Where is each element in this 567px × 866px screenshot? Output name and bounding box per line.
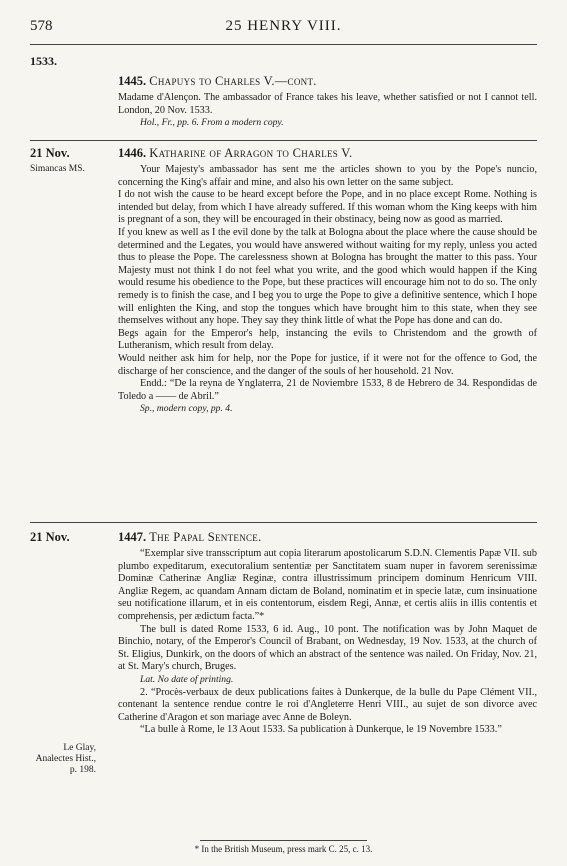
entry-1445-number: 1445. <box>118 74 147 88</box>
entry-1446-source: Sp., modern copy, pp. 4. <box>140 403 233 415</box>
entry-1447-sidenote: Le Glay, Analectes Hist., p. 198. <box>35 743 96 775</box>
header-rule <box>30 44 537 45</box>
entry-separator <box>30 522 537 523</box>
year-marker: 1533. <box>30 54 57 68</box>
entry-1446-paragraph: I do not wish the cause to be heard except before the Pope, and in no place except Rome. Nothing is intended but delay, from which I have already suffered. If this woman whom the King keeps with him is pregnant of a son, they will be encouraged in their obstinacy, being now as good as married. <box>118 189 537 226</box>
entry-1445-text: Madame d'Alençon. The ambassador of France takes his leave, whether satisfied or not I cannot tell. London, 20 Nov. 1533. <box>118 92 537 116</box>
entry-1445-body <box>118 92 537 130</box>
entry-1447-body <box>118 548 537 737</box>
entry-1447-latin: “Exemplar sive transscriptum aut copia literarum apostolicarum S.D.N. Clementis Papæ VII. sub plumbo expeditarum, executoralium sententiæ per Sanctitatem suam nuper in favorem serenissimæ Dominæ Catherinæ Angliæ Reginæ, contra illustrissimum principem dominum Henricum VIII. Angliæ Regem, ac quandam Annam dictam de Boland, nominatim et in specie latæ, cum insinuatione seu notificatione illarum, et in eis contentorum, eisdem Regi, Annæ, et certis aliis in illis contentis et comprehensis, per ædictum facta.”* <box>118 548 537 622</box>
entry-1446-date: 21 Nov. <box>30 146 70 160</box>
entry-1446-paragraph: Would neither ask him for help, nor the Pope for justice, if it were not for the offence to God, the discharge of her conscience, and the danger of the souls of her household. 21 Nov. <box>118 352 537 377</box>
header-title: 25 HENRY VIII. <box>225 18 342 34</box>
running-header <box>30 18 537 38</box>
entry-1446-paragraph: Your Majesty's ambassador has sent me the articles shown to you by the Pope's nuncio, concerning the King's affair and mine, and also his own letter on the same subject. <box>118 164 537 188</box>
entry-1447-item-2-dates: “La bulle à Rome, le 13 Aout 1533. Sa publication à Dunkerque, le 19 Novembre 1533.” <box>140 724 502 736</box>
entry-1447-item-2: 2. “Procès-verbaux de deux publications faites à Dunkerque, de la bulle du Pape Clément VII., contenant la sentence rendue contre le roi d'Angleterre Henri VIII., au sujet de son divorce avec Catherine d'Aragon et son mariage avec Anne de Boleyn. <box>118 686 537 723</box>
entry-1446-paragraph: If you knew as well as I the evil done by the talk at Bologna about the place where the cause should be determined and the Legates, you would have answered without waiting for my reply, unless you acted thus to please the Pope. The carelessness shown at Bologna has brought the matter to this pass. Your Majesty must not think I do not feel what you write, and the good which would happen if the King would resume his obedience to the Pope, but these practices will encourage him not to do so. The only remedy is to finish the case, and I beg you to urge the Pope to give a definitive sentence, which I hope will enlighten the King, and stop the tongues which have brought him to this state, when they see themselves without any hope. They say they think little of what the Pope has done and can do. <box>118 226 537 327</box>
entry-1447-title: The Papal Sentence. <box>149 530 262 544</box>
entry-1447-number: 1447. <box>118 530 147 544</box>
page-number: 578 <box>30 18 53 34</box>
entry-1446-heading <box>118 146 537 161</box>
entry-1447-date: 21 Nov. <box>30 530 70 544</box>
entry-1445-heading <box>118 74 537 89</box>
footnote-rule <box>200 840 367 841</box>
footnote: * In the British Museum, press mark C. 25, c. 13. <box>194 844 373 854</box>
entry-1445-source: Hol., Fr., pp. 6. From a modern copy. <box>140 117 284 129</box>
entry-1446-sidenote: Simancas MS. <box>30 164 85 174</box>
entry-separator <box>30 140 537 141</box>
entry-1447-heading <box>118 530 537 545</box>
entry-1446-body <box>118 164 537 416</box>
entry-1446-paragraph: Begs again for the Emperor's help, instancing the evils to Christendom and the growth of Lutheranism, which result from delay. <box>118 327 537 352</box>
entry-1447-paragraph: The bull is dated Rome 1533, 6 id. Aug., 10 pont. The notification was by John Maquet de Binchio, notary, of the Emperor's Council of Brabant, on Wednesday, 19 Nov. 1533, at the church of St. Eligius, Dunkirk, on the doors of which an abstract of the sentence was nailed. On Friday, Nov. 21, at St. Mary's church, Bruges. <box>118 623 537 673</box>
entry-1447-source: Lat. No date of printing. <box>140 673 234 685</box>
entry-1446-endorsement: Endd.: “De la reyna de Ynglaterra, 21 de Noviembre 1533, 8 de Hebrero de 34. Respondidas de Toledo a —— de Abril.” <box>118 378 537 402</box>
entry-1446-number: 1446. <box>118 146 147 160</box>
entry-1446-title: Katharine of Arragon to Charles V. <box>149 146 353 160</box>
entry-1445-title: Chapuys to Charles V.—cont. <box>149 74 317 88</box>
